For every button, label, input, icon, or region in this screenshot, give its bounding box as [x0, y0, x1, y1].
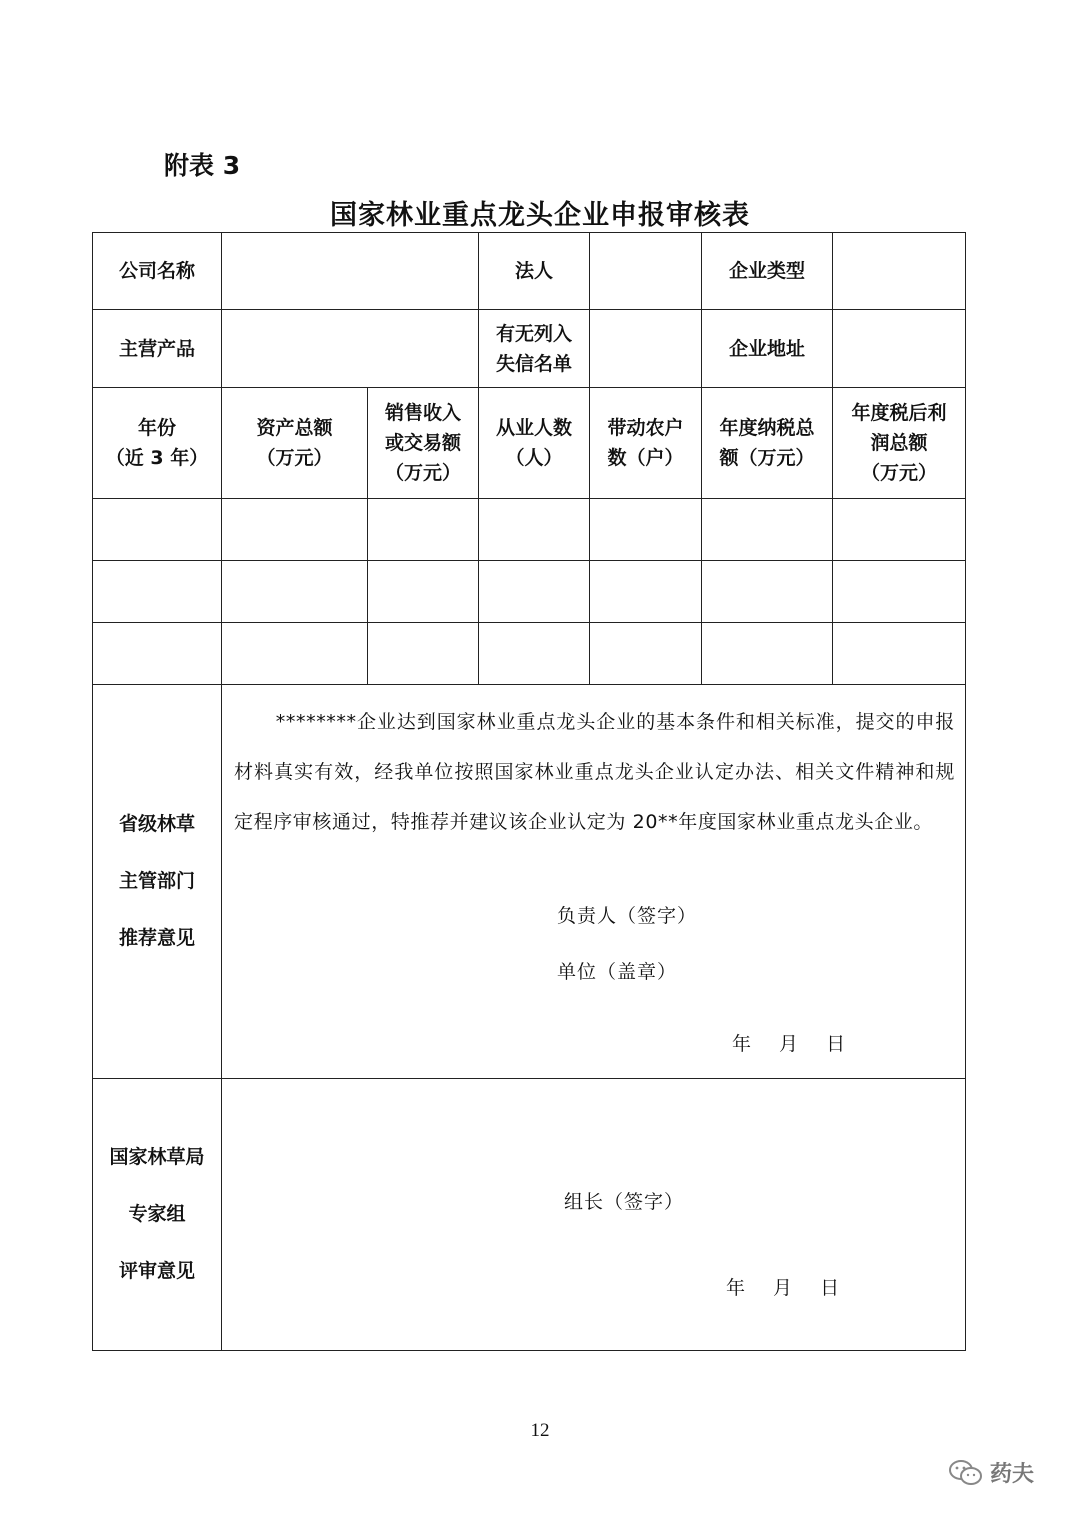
- data-row-2: [93, 561, 966, 623]
- province-date: 年 月 日: [732, 1033, 847, 1055]
- cell-assets[interactable]: [222, 623, 368, 685]
- expert-label-line1: 国家林草局: [109, 1146, 205, 1168]
- header-assets-line1: 资产总额: [256, 417, 333, 439]
- cell-tax[interactable]: [702, 499, 833, 561]
- label-company-type: 企业类型: [702, 233, 833, 310]
- header-staff-line2: （人）: [505, 447, 563, 469]
- header-profit-line1: 年度税后利: [851, 402, 947, 424]
- cell-profit[interactable]: [833, 499, 966, 561]
- header-staff-line1: 从业人数: [495, 417, 572, 439]
- label-blacklist-line2: 失信名单: [495, 352, 572, 375]
- header-farmers-line1: 带动农户: [607, 417, 684, 439]
- cell-sales[interactable]: [368, 499, 479, 561]
- row-expert-opinion: [93, 1079, 966, 1351]
- field-company-type[interactable]: [833, 233, 966, 310]
- cell-assets[interactable]: [222, 561, 368, 623]
- header-sales-line2: 或交易额: [384, 432, 461, 454]
- expert-date: 年 月 日: [726, 1277, 841, 1299]
- header-staff: [479, 388, 590, 499]
- cell-tax[interactable]: [702, 561, 833, 623]
- cell-staff[interactable]: [479, 623, 590, 685]
- expert-signer: 组长（签字）: [564, 1191, 685, 1213]
- cell-year[interactable]: [93, 499, 222, 561]
- header-farmers-line2: 数（户）: [607, 447, 684, 469]
- province-opinion-box[interactable]: [222, 685, 966, 1079]
- cell-staff[interactable]: [479, 561, 590, 623]
- cell-assets[interactable]: [222, 499, 368, 561]
- application-form-table: [92, 232, 966, 1351]
- expert-opinion-box[interactable]: [222, 1079, 966, 1351]
- page-number: 12: [530, 1420, 550, 1441]
- wechat-icon: [948, 1459, 984, 1487]
- field-main-product[interactable]: [222, 310, 479, 388]
- cell-year[interactable]: [93, 623, 222, 685]
- label-province-opinion: [93, 685, 222, 1079]
- header-profit: [833, 388, 966, 499]
- header-year-line2: （近 3 年）: [105, 447, 209, 469]
- expert-label-line3: 评审意见: [118, 1260, 195, 1282]
- cell-sales[interactable]: [368, 561, 479, 623]
- cell-profit[interactable]: [833, 623, 966, 685]
- header-tax-line2: 额（万元）: [719, 447, 815, 469]
- form-title: 国家林业重点龙头企业申报审核表: [330, 200, 750, 231]
- expert-label-line2: 专家组: [128, 1203, 186, 1225]
- row-product-info: [93, 310, 966, 388]
- header-farmers: [590, 388, 702, 499]
- cell-staff[interactable]: [479, 499, 590, 561]
- cell-farmers[interactable]: [590, 561, 702, 623]
- row-basic-info: [93, 233, 966, 310]
- label-blacklist: [479, 310, 590, 388]
- label-company-name: 公司名称: [93, 233, 222, 310]
- cell-profit[interactable]: [833, 561, 966, 623]
- field-blacklist[interactable]: [590, 310, 702, 388]
- header-sales-line3: （万元）: [384, 462, 461, 484]
- header-tax: [702, 388, 833, 499]
- watermark: [948, 1457, 1034, 1488]
- field-address[interactable]: [833, 310, 966, 388]
- province-label-line2: 主管部门: [118, 870, 195, 892]
- header-profit-line2: 润总额: [870, 432, 928, 454]
- data-row-1: [93, 499, 966, 561]
- label-legal-person: 法人: [479, 233, 590, 310]
- header-sales: [368, 388, 479, 499]
- label-address: 企业地址: [702, 310, 833, 388]
- label-main-product: 主营产品: [93, 310, 222, 388]
- header-assets-line2: （万元）: [256, 447, 333, 469]
- cell-farmers[interactable]: [590, 499, 702, 561]
- header-tax-line1: 年度纳税总: [719, 417, 815, 439]
- province-label-line3: 推荐意见: [118, 927, 195, 949]
- header-profit-line3: （万元）: [860, 462, 937, 484]
- row-column-headers: [93, 388, 966, 499]
- header-year-line1: 年份: [137, 417, 176, 439]
- header-year: [93, 388, 222, 499]
- province-signer: 负责人（签字）: [557, 905, 698, 927]
- header-sales-line1: 销售收入: [384, 402, 461, 424]
- label-blacklist-line1: 有无列入: [495, 322, 572, 345]
- label-expert-opinion: [93, 1079, 222, 1351]
- cell-sales[interactable]: [368, 623, 479, 685]
- cell-tax[interactable]: [702, 623, 833, 685]
- field-legal-person[interactable]: [590, 233, 702, 310]
- cell-year[interactable]: [93, 561, 222, 623]
- data-row-3: [93, 623, 966, 685]
- row-province-opinion: [93, 685, 966, 1079]
- province-opinion-text: ********企业达到国家林业重点龙头企业的基本条件和相关标准，提交的申报材料真实有效，经我单位按照国家林业重点龙头企业认定办法、相关文件精神和规定程序审核通过，特推荐并建议该企业认定为 20**年度国家林业重点龙头企业。: [234, 711, 955, 833]
- province-seal: 单位（盖章）: [557, 961, 678, 983]
- annex-label: 附表 3: [164, 151, 241, 180]
- cell-farmers[interactable]: [590, 623, 702, 685]
- header-assets: [222, 388, 368, 499]
- province-label-line1: 省级林草: [118, 813, 195, 835]
- watermark-text: 药夫: [990, 1462, 1035, 1487]
- field-company-name[interactable]: [222, 233, 479, 310]
